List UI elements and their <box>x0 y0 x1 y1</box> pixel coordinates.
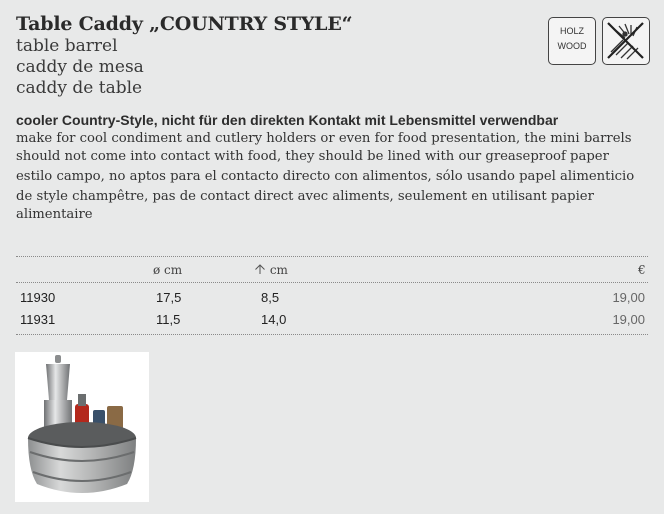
arrow-up-icon <box>254 264 266 275</box>
description-english-1: make for cool condiment and cutlery holders or even for food presentation, the mini barrels <box>16 131 632 146</box>
product-name-english: table barrel <box>16 36 118 56</box>
price-value: 19,00 <box>612 312 645 327</box>
diameter-value: 11,5 <box>156 312 181 327</box>
table-divider-top <box>16 256 648 257</box>
table-divider-bottom <box>16 334 648 335</box>
description-spanish: estilo campo, no aptos para el contacto directo con alimentos, sólo usando papel alimenticio <box>16 169 635 184</box>
product-title: Table Caddy „COUNTRY STYLE“ <box>16 13 353 35</box>
product-name-french: caddy de table <box>16 78 143 98</box>
table-divider-header <box>16 282 648 283</box>
description-german: cooler Country-Style, nicht für den direkten Kontakt mit Lebensmittel verwendbar <box>16 112 559 128</box>
product-name-spanish: caddy de mesa <box>16 57 144 77</box>
header-diameter: ø cm <box>153 263 183 277</box>
no-dishwasher-icon <box>602 17 650 65</box>
title-block <box>16 12 536 99</box>
badge-group <box>548 17 652 67</box>
description-french-2: alimentaire <box>16 207 93 222</box>
description-english-2: should not come into contact with food, they should be lined with our greaseproof paper <box>16 149 609 164</box>
table-row <box>16 312 648 330</box>
height-value: 14,0 <box>261 312 287 327</box>
description <box>16 111 646 224</box>
header-height-label: cm <box>269 263 288 277</box>
article-number: 11930 <box>20 290 56 305</box>
header-height <box>254 263 288 277</box>
wood-badge-line1: HOLZ <box>559 26 584 36</box>
description-french-1: de style champêtre, pas de contact direct avec aliments, seulement en utilisant papier <box>16 189 594 204</box>
header-price: € <box>638 263 646 277</box>
wood-material-badge <box>548 17 596 65</box>
price-value: 19,00 <box>612 290 645 305</box>
article-number: 11931 <box>20 312 56 327</box>
product-photo <box>15 352 149 502</box>
table-row <box>16 290 648 308</box>
diameter-value: 17,5 <box>156 290 182 305</box>
height-value: 8,5 <box>261 290 280 305</box>
wood-badge-line2: WOOD <box>557 41 587 51</box>
